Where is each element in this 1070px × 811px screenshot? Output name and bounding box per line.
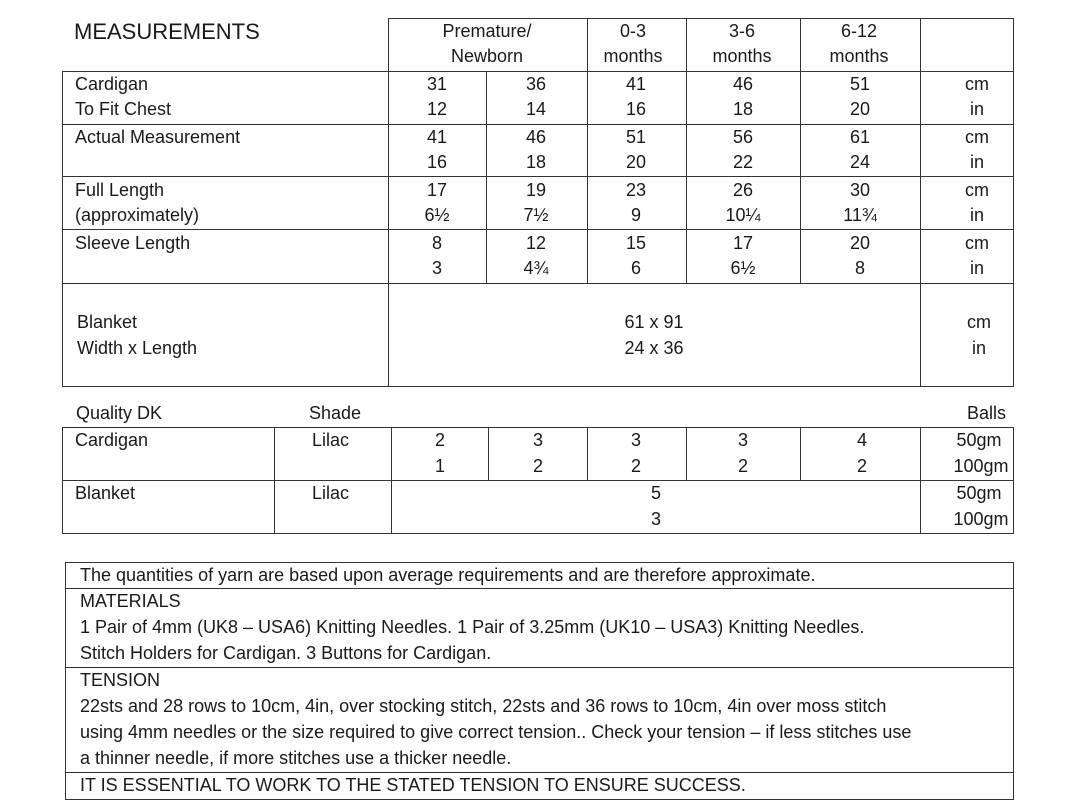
row-cardigan-sublabel: To Fit Chest (75, 99, 172, 119)
unit-in: in (969, 258, 985, 278)
cell: 1 (434, 456, 446, 476)
cell: 4¾ (523, 258, 549, 278)
row-blanket-sublabel: Width x Length (77, 338, 198, 358)
cell: 16 (625, 99, 647, 119)
header-0-3-2: months (603, 46, 663, 66)
tension-line-1: 22sts and 28 rows to 10cm, 4in, over stocking stitch, 22sts and 36 rows to 10cm, 4in over moss stitch (80, 696, 887, 716)
cell: 17 (426, 180, 448, 200)
row-blanket-label: Blanket (77, 312, 138, 332)
cell: 18 (732, 99, 754, 119)
cell: 46 (732, 74, 754, 94)
header-premature-1: Premature/ (442, 21, 532, 41)
cell: 2 (737, 456, 749, 476)
cell: 14 (525, 99, 547, 119)
cell: 61 (849, 127, 871, 147)
header-0-3-1: 0-3 (619, 21, 647, 41)
unit-100gm: 100gm (953, 456, 1009, 476)
cell: 19 (525, 180, 547, 200)
cell: 23 (625, 180, 647, 200)
cell: 2 (630, 456, 642, 476)
cell: 11¾ (843, 205, 877, 225)
unit-in: in (969, 152, 985, 172)
essential-note: IT IS ESSENTIAL TO WORK TO THE STATED TENSION TO ENSURE SUCCESS. (80, 775, 746, 795)
cell: 6½ (424, 205, 450, 225)
cell: 6½ (730, 258, 756, 278)
unit-in: in (971, 338, 987, 358)
cell: 36 (525, 74, 547, 94)
cell: 30 (849, 180, 871, 200)
cell: 41 (426, 127, 448, 147)
cell: 2 (434, 430, 446, 450)
cell: 3 (431, 258, 443, 278)
balls-header: Balls (967, 403, 1007, 423)
unit-100gm: 100gm (953, 509, 1009, 529)
header-premature-2: Newborn (450, 46, 524, 66)
row-actual-label: Actual Measurement (75, 127, 241, 147)
cell: 20 (849, 233, 871, 253)
cell: 51 (849, 74, 871, 94)
cell: 17 (732, 233, 754, 253)
cell: 9 (630, 205, 642, 225)
unit-50gm: 50gm (956, 483, 1002, 503)
cell: 6 (630, 258, 642, 278)
header-3-6-2: months (712, 46, 772, 66)
quality-cardigan-label: Cardigan (75, 430, 149, 450)
cell: 20 (625, 152, 647, 172)
cell: 12 (426, 99, 448, 119)
row-cardigan-label: Cardigan (75, 74, 149, 94)
unit-cm: cm (965, 127, 989, 147)
cell: 18 (525, 152, 547, 172)
blanket-100gm-balls: 3 (650, 509, 662, 529)
cell: 8 (854, 258, 866, 278)
quality-label: Quality DK (76, 403, 163, 423)
measurements-title: MEASUREMENTS (74, 19, 260, 44)
unit-50gm: 50gm (956, 430, 1002, 450)
blanket-cm: 61 x 91 (624, 312, 684, 332)
cell: 51 (625, 127, 647, 147)
cell: 31 (426, 74, 448, 94)
materials-line-1: 1 Pair of 4mm (UK8 – USA6) Knitting Needles. 1 Pair of 3.25mm (UK10 – USA3) Knitting Needles. (80, 617, 865, 637)
cell: 26 (732, 180, 754, 200)
cell: 16 (426, 152, 448, 172)
header-6-12-1: 6-12 (840, 21, 878, 41)
cell: 20 (849, 99, 871, 119)
unit-cm: cm (967, 312, 991, 332)
unit-cm: cm (965, 233, 989, 253)
cell: 24 (849, 152, 871, 172)
tension-line-3: a thinner needle, if more stitches use a thicker needle. (80, 748, 512, 768)
cell: 4 (856, 430, 868, 450)
quality-cardigan-shade: Lilac (312, 430, 350, 450)
cell: 10¼ (725, 205, 761, 225)
cell: 8 (431, 233, 443, 253)
row-full-length-label: Full Length (75, 180, 165, 200)
cell: 46 (525, 127, 547, 147)
cell: 2 (856, 456, 868, 476)
header-6-12-2: months (829, 46, 889, 66)
cell: 3 (630, 430, 642, 450)
cell: 41 (625, 74, 647, 94)
cell: 15 (625, 233, 647, 253)
unit-cm: cm (965, 180, 989, 200)
quantities-note: The quantities of yarn are based upon average requirements and are therefore approximate. (80, 565, 816, 585)
quality-blanket-shade: Lilac (312, 483, 350, 503)
cell: 2 (532, 456, 544, 476)
cell: 22 (732, 152, 754, 172)
blanket-50gm-balls: 5 (650, 483, 662, 503)
quality-blanket-label: Blanket (75, 483, 136, 503)
shade-header: Shade (309, 403, 362, 423)
cell: 12 (525, 233, 547, 253)
materials-line-2: Stitch Holders for Cardigan. 3 Buttons for Cardigan. (80, 643, 492, 663)
row-sleeve-label: Sleeve Length (75, 233, 191, 253)
unit-in: in (969, 99, 985, 119)
unit-cm: cm (965, 74, 989, 94)
row-full-length-sublabel: (approximately) (75, 205, 200, 225)
tension-heading: TENSION (80, 670, 161, 690)
tension-line-2: using 4mm needles or the size required to give correct tension.. Check your tension – if less stitches use (80, 722, 912, 742)
cell: 56 (732, 127, 754, 147)
cell: 7½ (523, 205, 549, 225)
unit-in: in (969, 205, 985, 225)
header-3-6-1: 3-6 (728, 21, 756, 41)
cell: 3 (532, 430, 544, 450)
materials-heading: MATERIALS (80, 591, 181, 611)
blanket-in: 24 x 36 (624, 338, 684, 358)
cell: 3 (737, 430, 749, 450)
